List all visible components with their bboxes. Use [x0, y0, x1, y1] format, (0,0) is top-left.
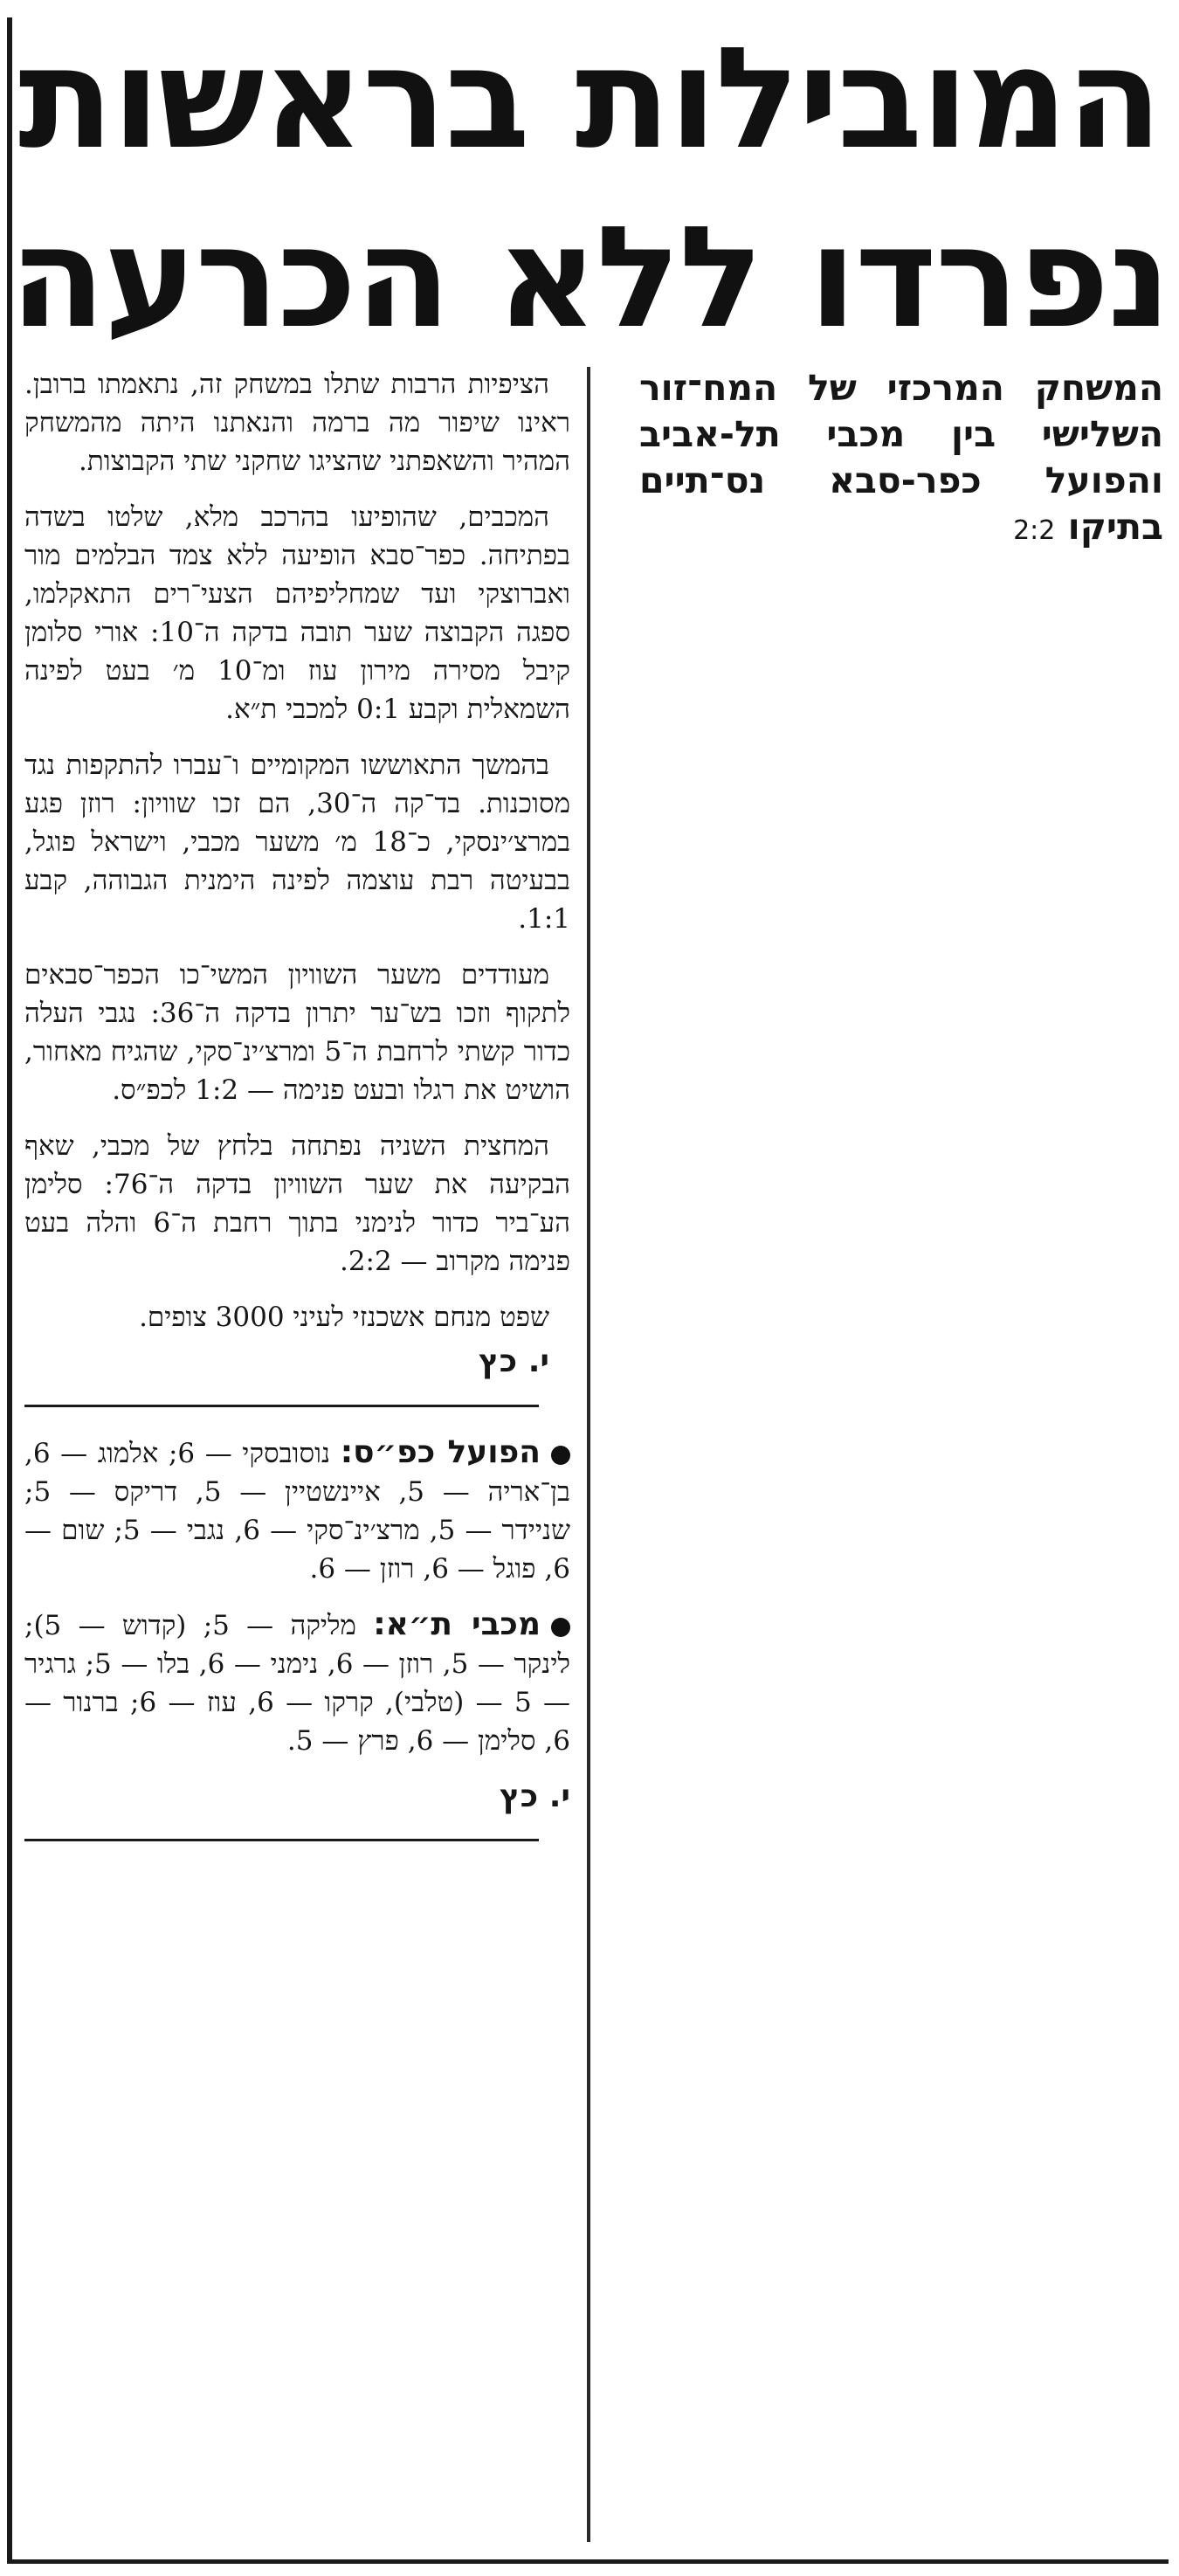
- body-paragraph-1: הציפיות הרבות שתלו במשחק זה, נתאמתו ברובן. ראינו שיפור מה ברמה והנאתנו היתה מהמשחק המהיר והשאפתני שהציגו שחקני שתי הקבוצות.: [24, 369, 570, 477]
- body-paragraph-4: מעודדים משער השוויון המשי־כו הכפר־סבאים לתקוף וזכו בש־ער יתרון בדקה ה־36: נגבי העלה כדור קשתי לרחבת ה־5 ומרצ׳ינ־סקי, שהגיח מאחור, הושיט את רגלו ובעט פנימה — 1:2 לכפ״ס.: [24, 959, 570, 1106]
- article-byline: י. כץ: [479, 1343, 549, 1379]
- column-divider: [587, 367, 590, 2542]
- bottom-border-rule: [7, 2559, 1169, 2564]
- team-1-players: נוסובסקי — 6; אלמוג — 6, בן־אריה — 5, איינשטיין — 5, דריקס — 5; שניידר — 5, מרצ׳ינ־סקי — 6, נגבי — 5; שום — 6, פוגל — 6, רוזן — 6.: [24, 1438, 570, 1585]
- bullet-icon: [551, 1446, 570, 1465]
- section-rule-bottom: [24, 1839, 539, 1841]
- headline: [0, 9, 1179, 367]
- lead-paragraph: [639, 365, 1163, 554]
- body-paragraph-2: המכבים, שהופיעו בהרכב מלא, שלטו בשדה בפתיחה. כפר־סבא הופיעה ללא צמד הבלמים מור ואברוצקי ועד שמחליפיהם הצעי־רים התאקלמו, ספגה הקבוצה שער תובה בדקה ה־10: אורי סלומן קיבל מסירה מירון עוז ומ־10 מ׳ בעט לפינה השמאלית וקבע 0:1 למכבי ת״א.: [24, 501, 570, 725]
- team-2-players: מליקה — 5; (קדוש — 5); לינקר — 5, רוזן — 6, נימני — 6, בלו — 5; גרגיר — 5 — (טלבי), קרקו — 6, עוז — 6; ברנור — 6, סלימן — 6, פרץ — 5.: [24, 1610, 571, 1757]
- headline-line-2: נפרדו ללא הכרעה: [10, 196, 1169, 359]
- body-paragraph-6: שפט מנחם אשכנזי לעיני 3000 צופים.: [139, 1302, 549, 1333]
- lead-score: 2:2: [1013, 515, 1056, 546]
- article-body: [24, 365, 570, 1868]
- lead-text: המשחק המרכזי של המח־זור השלישי בין מכבי תל-אביב והפועל כפר-סבא נס־תיים בתיקו: [639, 367, 1163, 548]
- lineup-team-1: [24, 1433, 570, 1588]
- section-rule: [24, 1405, 539, 1407]
- left-border-rule: [7, 17, 12, 2559]
- lineup-team-2: [24, 1606, 570, 1760]
- team-2-name: מכבי ת״א:: [373, 1606, 541, 1642]
- body-paragraph-5: המחצית השניה נפתחה בלחץ של מכבי, שאף הבקיעה את שער השוויון בדקה ה־76: סלימן הע־ביר כדור לנימני בתוך רחבת ה־6 והלה בעט פנימה מקרוב — 2:2.: [24, 1130, 570, 1277]
- team-1-name: הפועל כפ״ס:: [340, 1434, 541, 1470]
- headline-line-1: המובילות בראשות: [18, 17, 1161, 180]
- body-paragraph-3: בהמשך התאוששו המקומיים ו־עברו להתקפות נגד מסוכנות. בד־קה ה־30, הם זכו שוויון: רוזן פגע במרצ׳ינסקי, כ־18 מ׳ משער מכבי, וישראל פוגל, בבעיטה רבת עוצמה לפינה הימנית הגבוהה, קבע 1:1.: [24, 749, 571, 935]
- bullet-icon: [551, 1618, 570, 1637]
- lineup-byline: י. כץ: [500, 1778, 570, 1814]
